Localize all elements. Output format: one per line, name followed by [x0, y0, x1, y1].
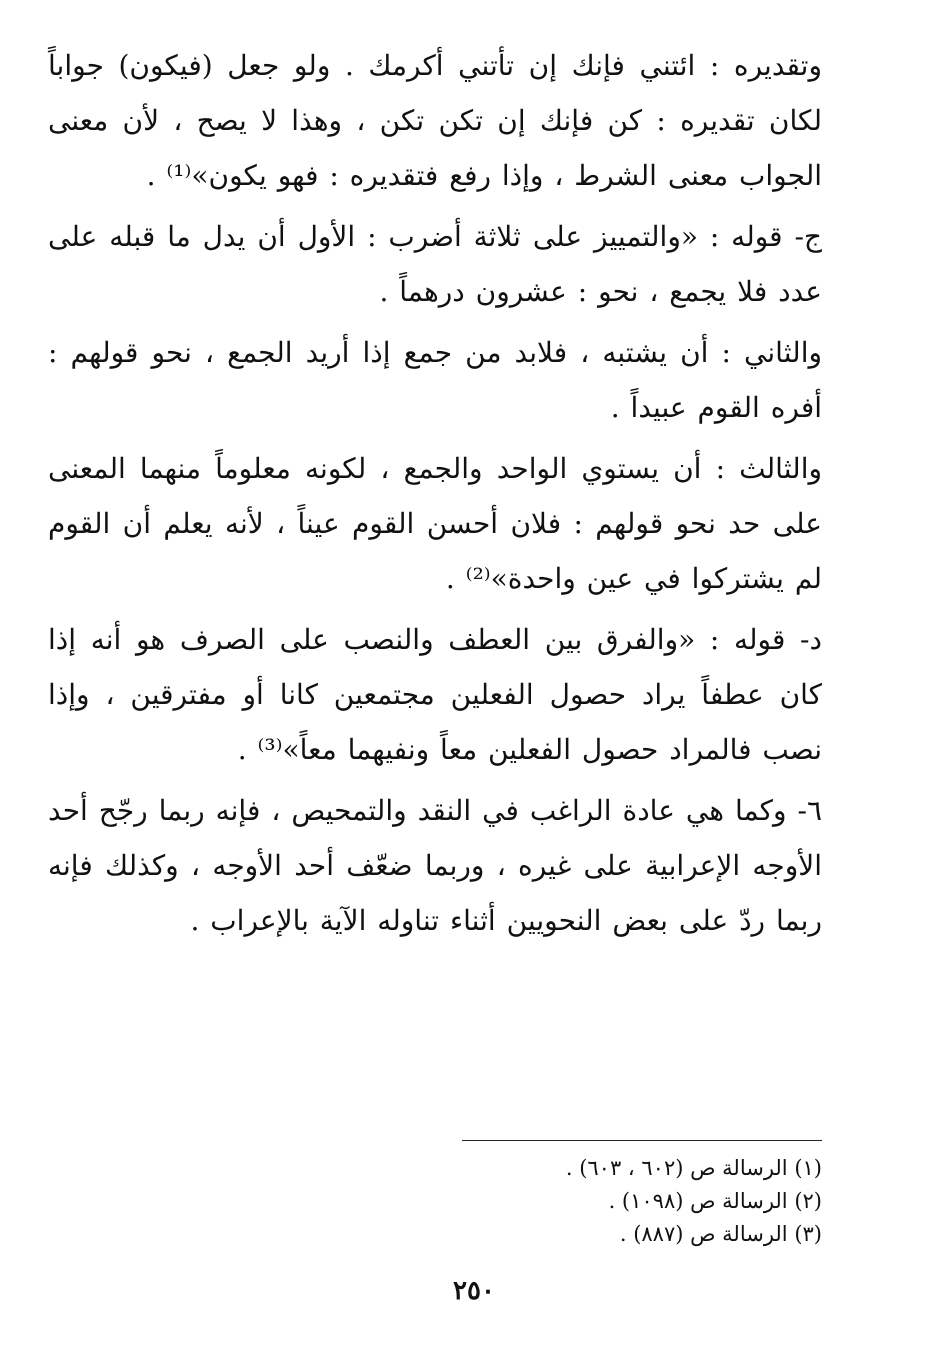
- footnote-separator: [462, 1140, 822, 1141]
- body-text: [48, 38, 822, 954]
- paragraph-5: د- قوله : «والفرق بين العطف والنصب على الصرف هو أنه إذا كان عطفاً يراد حصول الفعلين مجتمعين كانا أو مفترقين ، وإذا نصب فالمراد حصول الفعلين معاً ونفيهما معاً»⁽³⁾ .: [48, 623, 822, 766]
- paragraph-2: ج- قوله : «والتمييز على ثلاثة أضرب : الأول أن يدل ما قبله على عدد فلا يجمع ، نحو : عشرون درهماً .: [48, 220, 822, 308]
- paragraph-4: والثالث : أن يستوي الواحد والجمع ، لكونه معلوماً منهما المعنى على حد نحو قولهم : فلان أحسن القوم عيناً ، لأنه يعلم أن القوم لم يشتركوا في عين واحدة»⁽²⁾ .: [48, 452, 822, 595]
- page-number: ٢٥٠: [453, 1276, 495, 1306]
- paragraph-3: والثاني : أن يشتبه ، فلابد من جمع إذا أريد الجمع ، نحو قولهم : أفره القوم عبيداً .: [48, 336, 822, 424]
- footnote-1: (١) الرسالة ص (٦٠٢ ، ٦٠٣) .: [565, 1156, 822, 1180]
- footnote-3: (٣) الرسالة ص (٨٨٧) .: [619, 1222, 822, 1246]
- footnote-2: (٢) الرسالة ص (١٠٩٨) .: [608, 1189, 822, 1213]
- footnotes: [222, 1152, 822, 1251]
- paragraph-1: وتقديره : ائتني فإنك إن تأتني أكرمك . ولو جعل (فيكون) جواباً لكان تقديره : كن فإنك إن تكن تكن ، وهذا لا يصح ، لأن معنى الجواب معنى الشرط ، وإذا رفع فتقديره : فهو يكون»⁽¹⁾ .: [48, 49, 822, 192]
- paragraph-6: ٦- وكما هي عادة الراغب في النقد والتمحيص ، فإنه ربما رجّح أحد الأوجه الإعرابية على غيره ، وربما ضعّف أحد الأوجه ، وكذلك فإنه ربما ردّ على بعض النحويين أثناء تناوله الآية بالإعراب .: [48, 794, 822, 937]
